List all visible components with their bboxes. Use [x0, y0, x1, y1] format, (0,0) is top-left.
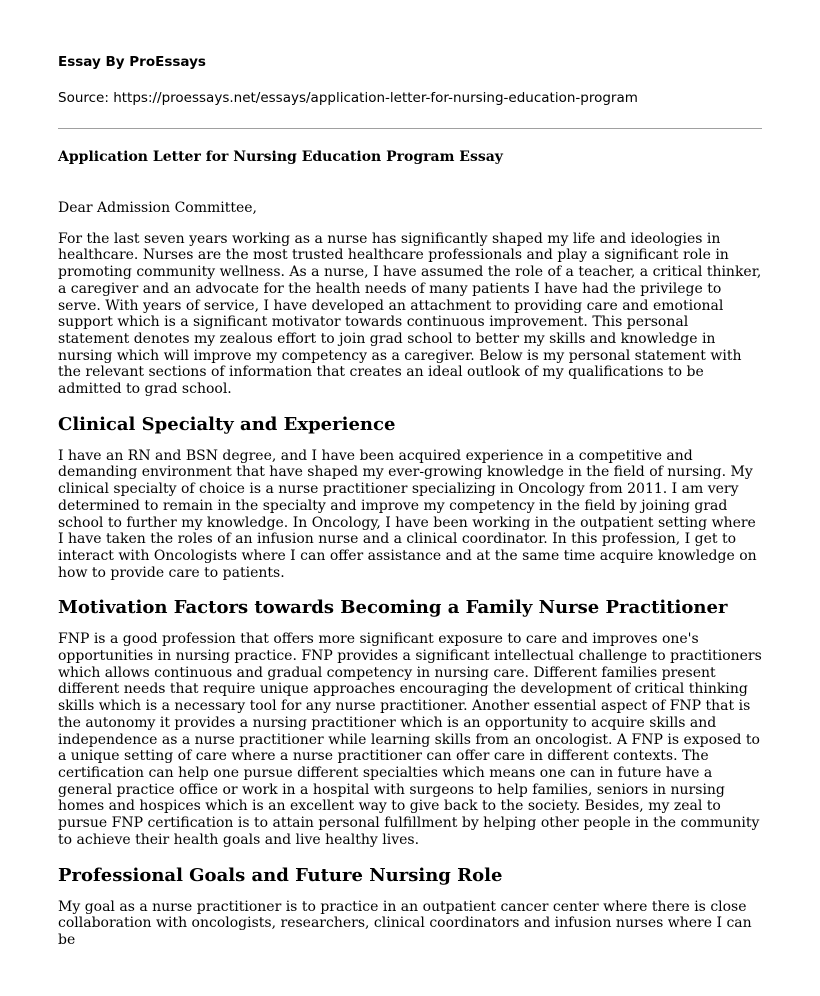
section-body-motivation-factors: FNP is a good profession that offers more significant exposure to care and improves one's opportunities in nursing practice. FNP provides a significant intellectual challenge to practitioners which allows continuous and gradual competency in nursing care. Different families present different needs that require unique approaches encouraging the development of critical thinking skills which is a necessary tool for any nurse practitioner. Another essential aspect of FNP that is the autonomy it provides a nursing practitioner which is an opportunity to acquire skills and independence as a nurse practitioner while learning skills from an oncologist. A FNP is exposed to a unique setting of care where a nurse practitioner can offer care in different contexts. The certification can help one pursue different specialties which means one can in future have a general practice office or work in a hospital with surgeons to help families, seniors in nursing homes and hospices which is an excellent way to give back to the society. Besides, my zeal to pursue FNP certification is to attain personal fulfillment by helping other people in the community to achieve their health goals and live healthy lives. — [58, 631, 762, 848]
header-divider — [58, 128, 762, 129]
section-heading-motivation-factors: Motivation Factors towards Becoming a Family Nurse Practitioner — [58, 597, 728, 619]
salutation: Dear Admission Committee, — [58, 200, 258, 216]
intro-paragraph: For the last seven years working as a nurse has significantly shaped my life and ideologies in healthcare. Nurses are the most trusted healthcare professionals and play a significant role in promoting community wellness. As a nurse, I have assumed the role of a teacher, a critical thinker, a caregiver and an advocate for the health needs of many patients I have had the privilege to serve. With years of service, I have developed an attachment to providing care and emotional support which is a significant motivator towards continuous improvement. This personal statement denotes my zealous effort to join grad school to better my skills and knowledge in nursing which will improve my competency as a caregiver. Below is my personal statement with the relevant sections of information that creates an ideal outlook of my qualifications to be admitted to grad school. — [58, 230, 762, 398]
section-body-professional-goals: My goal as a nurse practitioner is to practice in an outpatient cancer center where there is close collaboration with oncologists, researchers, clinical coordinators and infusion nurses where I can be — [58, 898, 752, 948]
section-heading-professional-goals: Professional Goals and Future Nursing Role — [58, 864, 503, 886]
document-title: Application Letter for Nursing Education Program Essay — [58, 149, 503, 165]
essay-by-line: Essay By ProEssays — [58, 54, 206, 70]
source-line: Source: https://proessays.net/essays/application-letter-for-nursing-education-program — [58, 90, 638, 106]
section-body-clinical-specialty: I have an RN and BSN degree, and I have been acquired experience in a competitive and demanding environment that have shaped my ever-growing knowledge in the field of nursing. My clinical specialty of choice is a nurse practitioner specializing in Oncology from 2011. I am very determined to remain in the specialty and improve my competency in the field by joining grad school to further my knowledge. In Oncology, I have been working in the outpatient setting where I have taken the roles of an infusion nurse and a clinical coordinator. In this profession, I get to interact with Oncologists where I can offer assistance and at the same time acquire knowledge on how to provide care to patients. — [58, 447, 757, 581]
section-heading-clinical-specialty: Clinical Specialty and Experience — [58, 413, 396, 435]
